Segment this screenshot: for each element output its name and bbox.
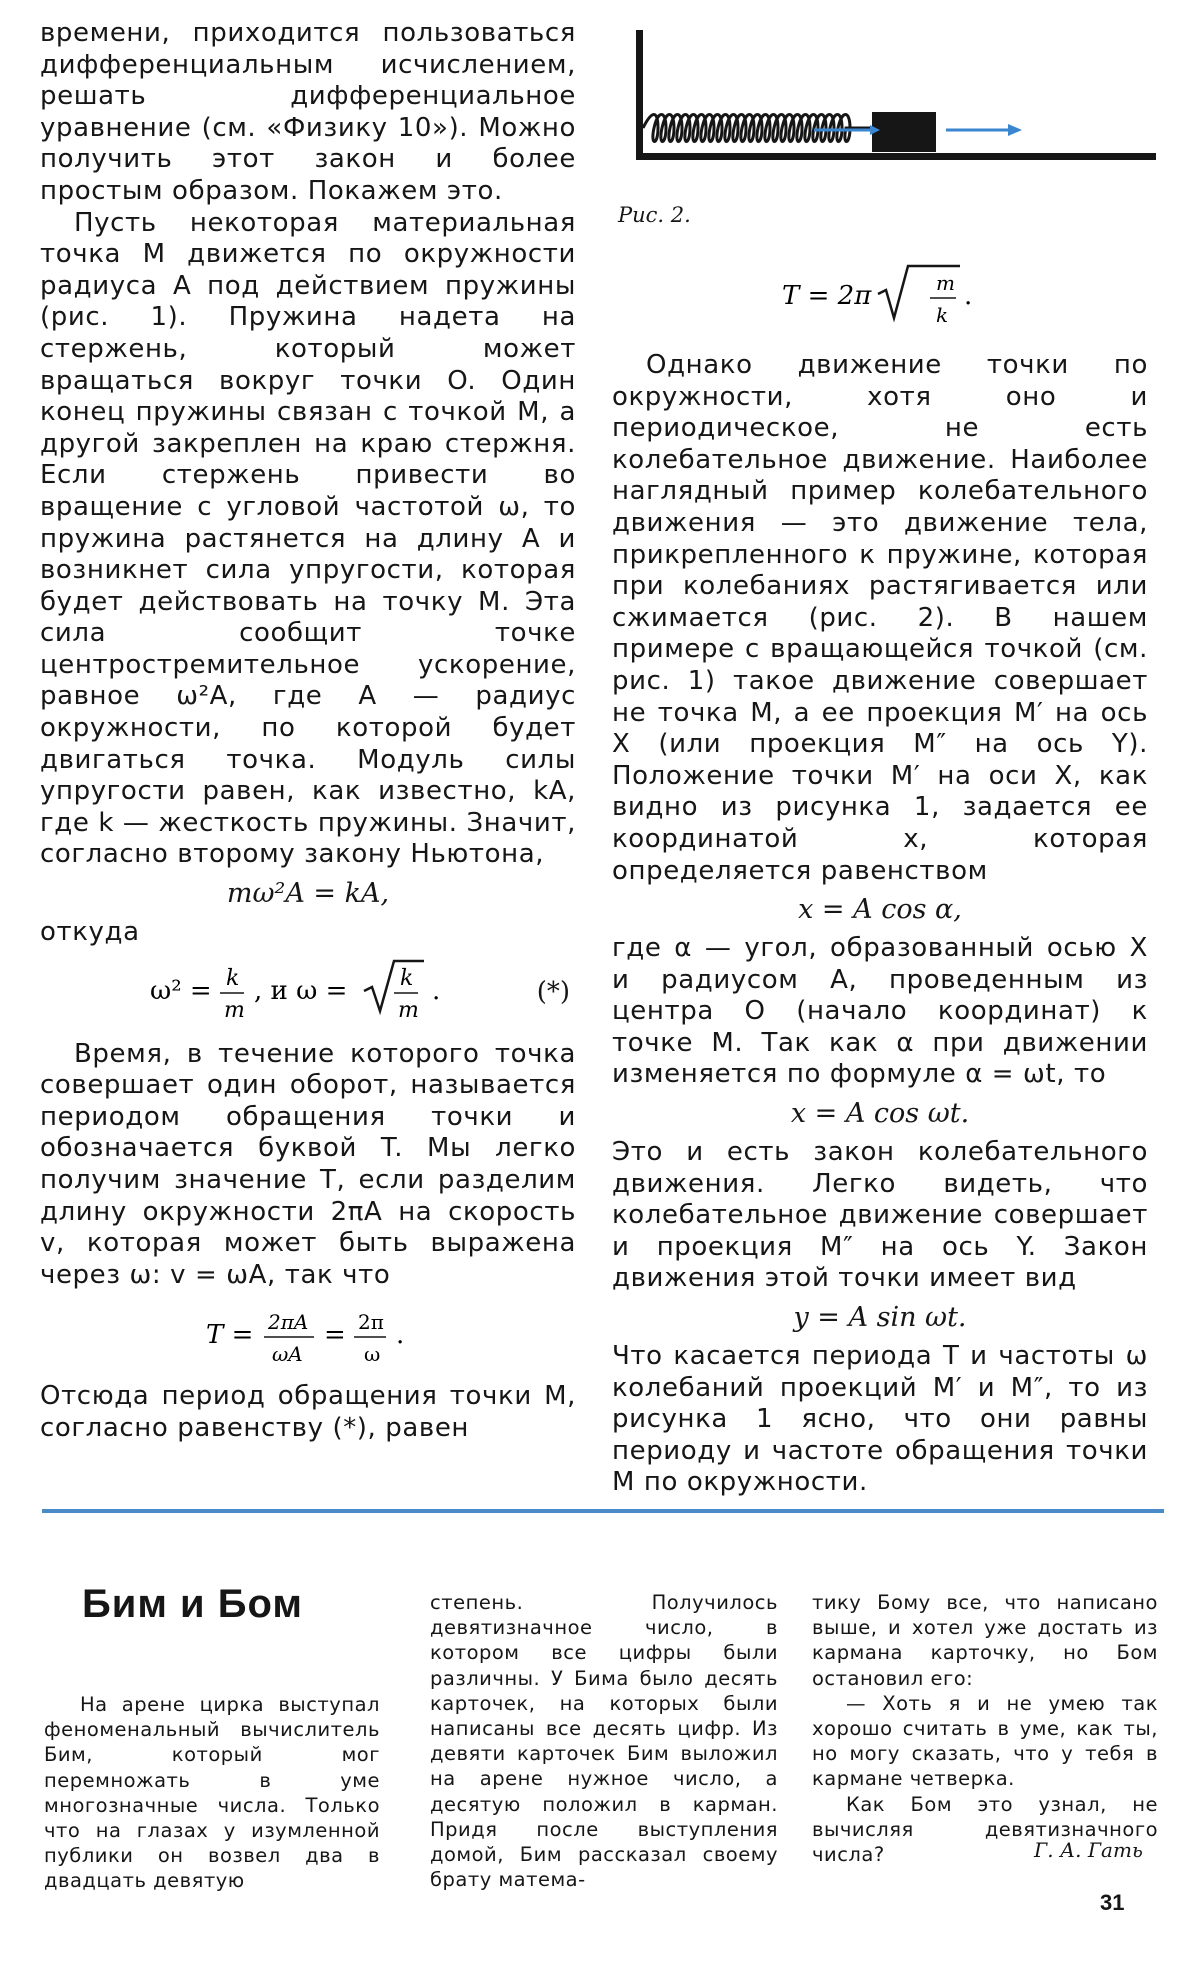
puzzle-title: Бим и Бом	[82, 1582, 303, 1626]
puzzle-column-2: степень. Получилось девятизначное число, в котором все цифры были различны. У Бима было десять карточек, на которых были написаны все десять цифр. Из девяти карточек Бим выложил на арене нужное число, а десятую положил в карман. Придя после выступления домой, Бим рассказал своему брату матема-	[430, 1591, 778, 1892]
frac-k-num: k	[226, 965, 240, 991]
sqrt-m-den: m	[398, 997, 419, 1023]
T-spring-graphic	[770, 260, 1030, 340]
omega-formula-graphic	[40, 955, 470, 1033]
equation-T-spring	[770, 260, 1030, 340]
equation-omega	[40, 955, 576, 1033]
puzzle-author: Г. А. Гать	[1034, 1838, 1143, 1862]
left-paragraph-3: Время, в течение которого точка совершает один оборот, называется периодом обращения точки и обозначается буквой T. Мы легко получим значение T, если разделим длину окружности 2πA на скорость v, которая может быть выражена через ω: v = ωA, так что	[40, 1038, 576, 1290]
and-omega-text: , и ω =	[254, 975, 348, 1006]
section-divider	[42, 1509, 1164, 1513]
whence-label: откуда	[40, 917, 140, 948]
left-column	[40, 18, 576, 1445]
page-number: 31	[1100, 1890, 1125, 1915]
T-2pi-text: T = 2π	[782, 281, 872, 311]
num-2piA: 2πA	[268, 1310, 309, 1335]
T-eq-text: T =	[206, 1320, 254, 1351]
puzzle-column-3a: тику Бому все, что написано выше, и хотел уже достать из кармана карточку, но Бом остановил его:	[812, 1591, 1158, 1690]
wall	[636, 30, 643, 160]
equation-period	[40, 1297, 576, 1375]
equation-y-sin: y = A sin ωt.	[793, 1302, 967, 1334]
omega-sq-text: ω² =	[150, 975, 212, 1006]
right-paragraph-2: где α — угол, образованный осью X и радиусом A, проведенным из центра O (начало координат) к точке M. Так как α при движении изменяется по формуле α = ωt, то	[612, 933, 1148, 1090]
puzzle-column-3	[812, 1590, 1158, 1867]
spring-diagram	[636, 30, 1156, 170]
block	[872, 112, 936, 152]
equation-x-cos-omega: x = A cos ωt.	[790, 1098, 970, 1130]
period-dot: .	[432, 975, 441, 1006]
floor	[636, 153, 1156, 160]
puzzle-column-3b: — Хоть я и не умею так хорошо считать в уме, как ты, но могу сказать, что у тебя в кармане четверка.	[812, 1691, 1158, 1791]
puzzle-column-3c: Как Бом это узнал, не вычисляя девятизначного числа?	[812, 1792, 1158, 1867]
frac-m-den: m	[224, 997, 245, 1023]
right-column	[612, 350, 1148, 1499]
figure-spring	[636, 30, 1156, 170]
left-paragraph-1: времени, приходится пользоваться дифференциальным исчислением, решать дифференциальное уравнение (см. «Физику 10»). Можно получить этот закон и более простым образом. Покажем это.	[40, 18, 576, 206]
left-paragraph-2: Пусть некоторая материальная точка M движется по окружности радиуса A под действием пружины (рис. 1). Пружина надета на стержень, который может вращаться вокруг точки O. Один конец пружины связан с точкой M, а другой закреплен на краю стержня. Если стержень привести во вращение с угловой частотой ω, то пружина растянется на длину A и возникнет сила упругости, которая будет действовать на точку M. Эта сила сообщит точке центростремительное ускорение, равное ω²A, где A — радиус окружности, по которой будет двигаться точка. Модуль силы упругости равен, как известно, kA, где k — жесткость пружины. Значит, согласно второму закону Ньютона,	[40, 207, 576, 870]
equals-sign: =	[324, 1320, 346, 1351]
right-paragraph-1: Однако движение точки по окружности, хотя оно и периодическое, не есть колебательное движение. Наиболее наглядный пример колебательного движения — это движение тела, прикрепленного к пружине, которая при колебаниях растягивается или сжимается (рис. 2). В нашем примере с вращающейся точкой (см. рис. 1) такое движение совершает не точка M, а ее проекция M′ на ось X (или проекция M″ на ось Y). Положение точки M′ на оси X, как видно из рисунка 1, задается ее координатой x, которая определяется равенством	[612, 350, 1148, 886]
den-omega: ω	[364, 1342, 381, 1367]
spring	[643, 115, 872, 142]
equation-newton: mω²A = kA,	[226, 878, 390, 910]
period-dot-3: .	[964, 281, 973, 311]
left-paragraph-4: Отсюда период обращения точки M, согласно равенству (*), равен	[40, 1381, 576, 1443]
period-formula-graphic	[40, 1297, 470, 1375]
sqrt-k: k	[936, 303, 949, 327]
right-paragraph-4: Что касается периода T и частоты ω колебаний проекций M′ и M″, то из рисунка 1 ясно, что они равны периоду и частоте обращения точки M по окружности.	[612, 1341, 1148, 1498]
puzzle-column-1: На арене цирка выступал феноменальный вычислитель Бим, который мог перемножать в уме многозначные числа. Только что на глазах у изумленной публики он возвел два в двадцать девятую	[44, 1693, 380, 1893]
den-omegaA: ωA	[272, 1342, 303, 1367]
num-2pi: 2π	[358, 1310, 384, 1335]
figure-caption: Рис. 2.	[618, 203, 691, 227]
period-dot-2: .	[396, 1320, 405, 1351]
arrow-right-head	[1008, 124, 1022, 136]
right-paragraph-3: Это и есть закон колебательного движения. Легко видеть, что колебательное движение совершает и проекция M″ на ось Y. Закон движения этой точки имеет вид	[612, 1137, 1148, 1294]
equation-x-cos-alpha: x = A cos α,	[798, 894, 962, 926]
sqrt-m: m	[936, 271, 955, 295]
sqrt-k-num: k	[400, 965, 414, 991]
equation-tag: (*)	[536, 976, 570, 1007]
